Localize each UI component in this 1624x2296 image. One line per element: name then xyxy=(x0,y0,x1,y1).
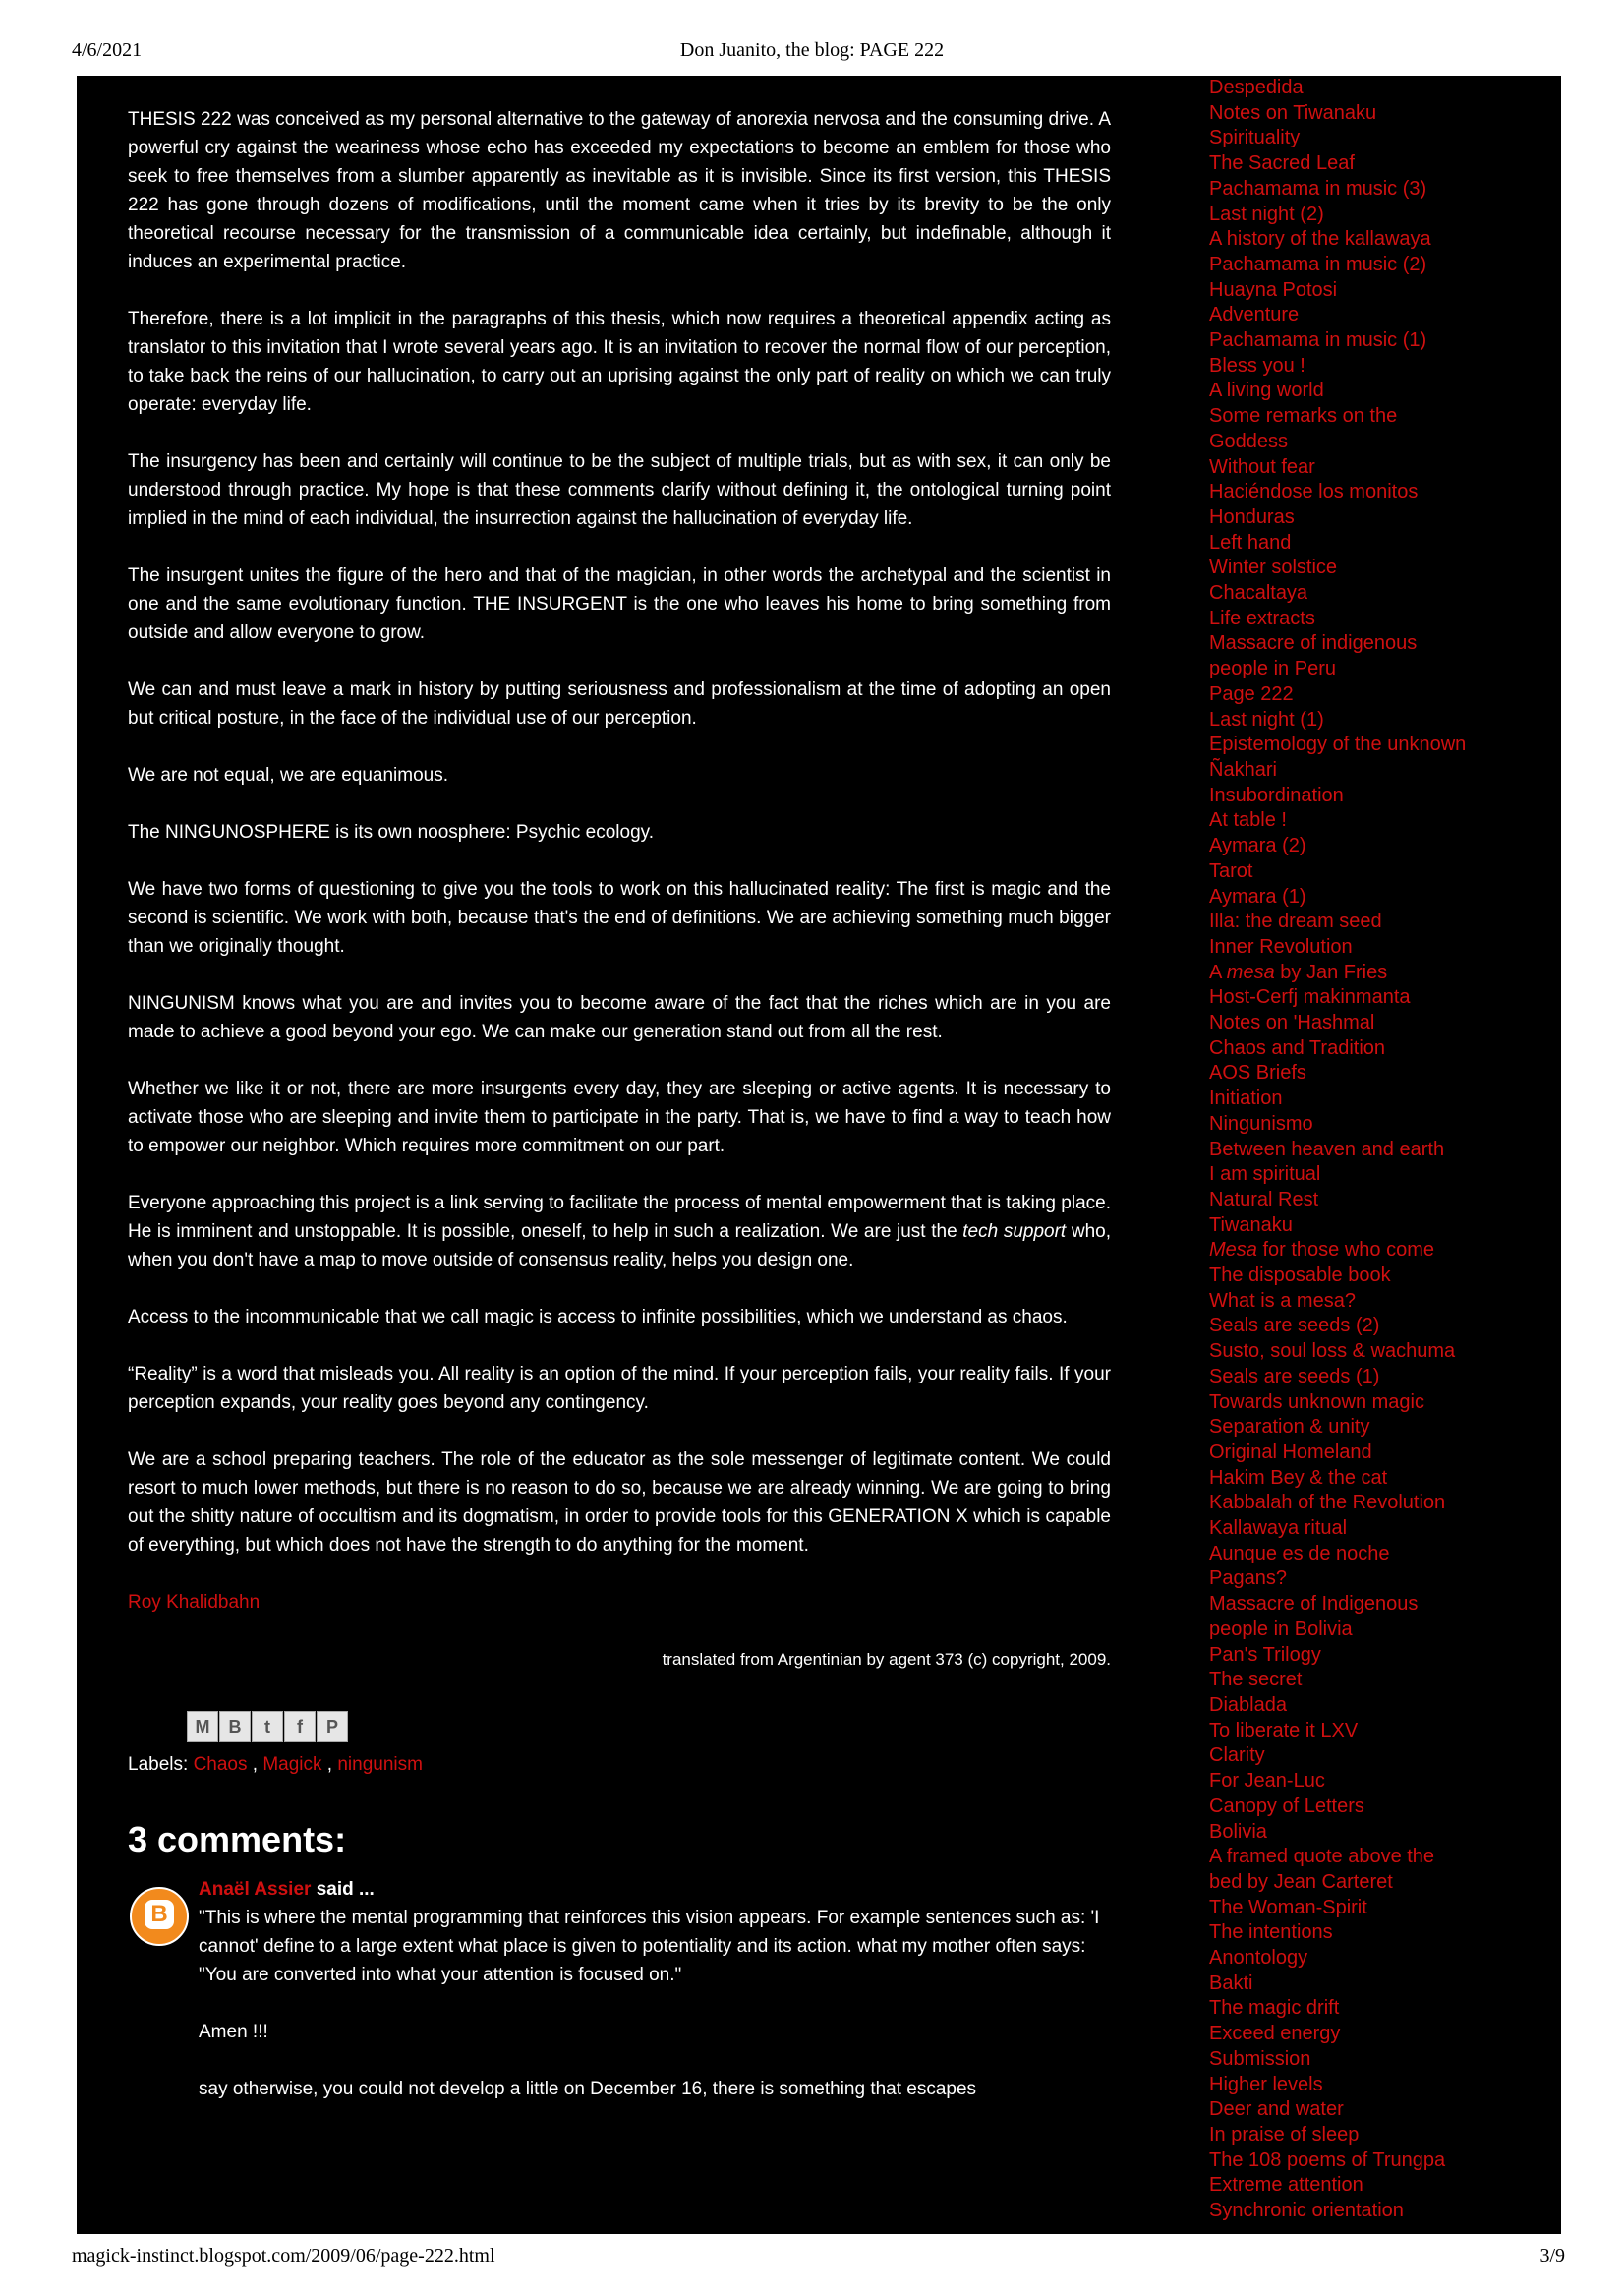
sidebar-link[interactable]: Left hand xyxy=(1209,531,1292,554)
sidebar-link[interactable]: Diablada xyxy=(1209,1694,1287,1716)
label-ningunism[interactable]: ningunism xyxy=(337,1754,423,1775)
email-icon[interactable]: M xyxy=(187,1711,218,1742)
sidebar-link[interactable]: Deer and water xyxy=(1209,2098,1344,2121)
sidebar-link[interactable]: Initiation xyxy=(1209,1088,1283,1110)
sidebar-link[interactable]: I am spiritual xyxy=(1209,1163,1321,1186)
sidebar-link[interactable]: AOS Briefs xyxy=(1209,1062,1306,1085)
sidebar-link[interactable]: Separation & unity xyxy=(1209,1416,1370,1439)
post-paragraphs-2 xyxy=(128,1303,1111,1560)
twitter-icon[interactable]: t xyxy=(252,1711,283,1742)
pinterest-icon[interactable]: P xyxy=(317,1711,348,1742)
sidebar-link[interactable]: Seals are seeds (1) xyxy=(1209,1365,1380,1387)
label-magick[interactable]: Magick xyxy=(262,1754,322,1775)
post-body xyxy=(128,105,1111,2132)
comment-author-link[interactable]: Anaël Assier xyxy=(199,1879,312,1900)
sidebar-link[interactable]: Goddess xyxy=(1209,430,1289,452)
post-paragraph: Everyone approaching this project is a link serving to facilitate the process of mental empowerment that is taking place. He is imminent and unstoppable. It is possible, oneself, to help in such a realization. We are just the tech support who, when you don't have a map to move outside of consensus reality, helps you design one. xyxy=(128,1193,1111,1270)
comments-title: 3 comments: xyxy=(128,1819,347,1859)
sidebar-link[interactable]: Haciéndose los monitos xyxy=(1209,481,1419,503)
sidebar-link[interactable]: Clarity xyxy=(1209,1744,1265,1767)
sidebar-link[interactable]: Notes on 'Hashmal xyxy=(1209,1012,1375,1034)
sidebar-link[interactable]: Despedida xyxy=(1209,77,1304,98)
sidebar-link[interactable]: For Jean-Luc xyxy=(1209,1770,1325,1793)
sidebar-link[interactable]: Submission xyxy=(1209,2047,1311,2070)
sidebar-link[interactable]: Natural Rest xyxy=(1209,1188,1319,1210)
comment-paragraph: "This is where the mental programming that reinforces this vision appears. For example sentences such as: 'I cannot' define to a large extent what place is given to potentiality and its action. what my mother often says: "You are converted into what your attention is focused on." xyxy=(199,1908,1100,1985)
sidebar-link[interactable]: At table ! xyxy=(1209,809,1287,832)
sidebar-link[interactable]: Epistemology of the unknown xyxy=(1209,734,1467,756)
sidebar-link[interactable]: Bakti xyxy=(1209,1972,1253,1994)
sidebar-link[interactable]: Exceed energy xyxy=(1209,2023,1341,2045)
sidebar-link[interactable]: Mesa for those who come xyxy=(1209,1239,1434,1262)
sidebar-link[interactable]: Higher levels xyxy=(1209,2073,1323,2095)
sidebar-link[interactable]: To liberate it LXV xyxy=(1209,1719,1359,1741)
sidebar-link[interactable]: Pachamama in music (1) xyxy=(1209,329,1427,352)
sidebar-link[interactable]: The magic drift xyxy=(1209,1997,1340,2020)
post-labels: Labels: Chaos , Magick , ningunism xyxy=(128,1754,423,1775)
sidebar-link[interactable]: Massacre of indigenous xyxy=(1209,632,1418,655)
post-paragraph: THESIS 222 was conceived as my personal alternative to the gateway of anorexia nervosa and the consuming drive. A powerful cry against the weariness whose echo has exceeded my expectations to become an emblem for those who seek to free themselves from a slumber apparently as inevitable as it is invisible. Since its first version, this THESIS 222 has gone through dozens of modifications, until the moment came when it tries by its brevity to be the only theoretical recourse necessary for the transmission of a communicable idea certainly, but indefinable, although it induces an experimental practice. xyxy=(128,109,1111,272)
sidebar-link[interactable]: Synchronic orientation xyxy=(1209,2200,1404,2222)
sidebar-link[interactable]: bed by Jean Carteret xyxy=(1209,1870,1393,1893)
sidebar-link[interactable]: Aunque es de noche xyxy=(1209,1542,1390,1564)
post-paragraph: Access to the incommunicable that we call magic is access to infinite possibilities, which we understand as chaos. xyxy=(128,1307,1068,1327)
sidebar-link[interactable]: In praise of sleep xyxy=(1209,2123,1360,2146)
sidebar-link[interactable]: Pagans? xyxy=(1209,1567,1287,1590)
sidebar-link[interactable]: Canopy of Letters xyxy=(1209,1795,1364,1817)
sidebar-link[interactable]: people in Bolivia xyxy=(1209,1618,1353,1640)
sidebar-link[interactable]: Host-Cerfj makinmanta xyxy=(1209,986,1411,1009)
sidebar-link[interactable]: Winter solstice xyxy=(1209,557,1338,579)
sidebar-link[interactable]: Some remarks on the xyxy=(1209,405,1398,428)
comment-paragraph: say otherwise, you could not develop a little on December 16, there is something that escapes xyxy=(199,2079,977,2099)
post-author-link[interactable]: Roy Khalidbahn xyxy=(128,1592,261,1613)
sidebar-link[interactable]: Chacaltaya xyxy=(1209,582,1308,605)
sidebar-link[interactable]: Ñakhari xyxy=(1209,758,1277,781)
sidebar-link[interactable]: Tarot xyxy=(1209,859,1253,882)
sidebar-link[interactable]: Original Homeland xyxy=(1209,1441,1372,1463)
post-paragraphs xyxy=(128,105,1111,1160)
post-paragraph: We can and must leave a mark in history by putting seriousness and professionalism at the time of adopting an open but critical posture, in the face of the individual use of our perception. xyxy=(128,679,1111,729)
sidebar-link[interactable]: Without fear xyxy=(1209,455,1315,478)
sidebar-link[interactable]: Spirituality xyxy=(1209,127,1301,149)
blogger-avatar-icon: B xyxy=(130,1887,189,1946)
sidebar-link[interactable]: Pachamama in music (3) xyxy=(1209,177,1427,200)
print-date: 4/6/2021 xyxy=(72,39,143,61)
post-paragraph: The NINGUNOSPHERE is its own noosphere: Psychic ecology. xyxy=(128,822,655,843)
comment-author: Anaël Assier said ... xyxy=(199,1879,375,1900)
sidebar-link[interactable]: Extreme attention xyxy=(1209,2174,1363,2197)
facebook-icon[interactable]: f xyxy=(284,1711,316,1742)
print-title: Don Juanito, the blog: PAGE 222 xyxy=(679,39,945,61)
sidebar-link[interactable]: Tiwanaku xyxy=(1209,1213,1293,1236)
print-footer xyxy=(0,2245,1624,2274)
print-header xyxy=(0,39,1624,69)
sidebar-link[interactable]: Notes on Tiwanaku xyxy=(1209,101,1377,124)
labels-title: Labels: xyxy=(128,1754,189,1775)
post-paragraph: We have two forms of questioning to give you the tools to work on this hallucinated reality: The first is magic and the second is scientific. We work with both, because that's the end of definitions. We are achieving something much bigger than we originally thought. xyxy=(128,879,1111,957)
sidebar-link[interactable]: The disposable book xyxy=(1209,1265,1391,1287)
sidebar-link[interactable]: Aymara (2) xyxy=(1209,835,1306,857)
sidebar-link[interactable]: Ningunismo xyxy=(1209,1112,1313,1135)
share-buttons xyxy=(187,1711,1111,1742)
post-paragraph: The insurgent unites the figure of the hero and that of the magician, in other words the archetypal and the scientist in one and the same evolutionary function. THE INSURGENT is the one who leaves his home to bring something from outside and allow everyone to grow. xyxy=(128,565,1111,643)
sidebar-link[interactable]: people in Peru xyxy=(1209,658,1336,680)
sidebar-link[interactable]: The 108 poems of Trungpa xyxy=(1209,2149,1446,2171)
comment-body xyxy=(199,1904,1111,2103)
post-paragraph: The insurgency has been and certainly will continue to be the subject of multiple trials, but as with sex, it can only be understood through practice. My hope is that these comments clarify without defining it, the ontological turning point implied in the mind of each individual, the insurrection against the hallucination of everyday life. xyxy=(128,451,1111,529)
comment xyxy=(128,1875,1111,2103)
sidebar-link[interactable]: Page 222 xyxy=(1209,682,1294,705)
sidebar-link[interactable]: A mesa by Jan Fries xyxy=(1209,961,1388,983)
sidebar-link[interactable]: Chaos and Tradition xyxy=(1209,1036,1386,1059)
sidebar-link[interactable]: Last night (1) xyxy=(1209,708,1324,731)
sidebar-link[interactable]: What is a mesa? xyxy=(1209,1289,1356,1312)
sidebar-link[interactable]: Life extracts xyxy=(1209,607,1315,629)
sidebar-link[interactable]: Massacre of Indigenous xyxy=(1209,1593,1419,1616)
sidebar-link[interactable]: Between heaven and earth xyxy=(1209,1138,1445,1160)
sidebar-link[interactable]: Susto, soul loss & wachuma xyxy=(1209,1340,1456,1363)
sidebar-link[interactable]: Hakim Bey & the cat xyxy=(1209,1466,1388,1489)
post-paragraph: We are a school preparing teachers. The role of the educator as the sole messenger of legitimate content. We could resort to much lower methods, but there is no reason to do so, because we are already winning. We are going to bring out the shitty nature of occultism and its dogmatism, in order to provide tools for this GENERATION X which is capable of everything, but which does not have the strength to do anything for the moment. xyxy=(128,1449,1111,1556)
sidebar-link[interactable]: Bless you ! xyxy=(1209,354,1305,377)
sidebar-link[interactable]: Illa: the dream seed xyxy=(1209,911,1382,933)
blog-page xyxy=(77,76,1561,2234)
sidebar-link[interactable]: A history of the kallawaya xyxy=(1209,228,1431,251)
archive-sidebar xyxy=(1209,76,1534,2224)
post-paragraph: NINGUNISM knows what you are and invites you to become aware of the fact that the riches which are in you are made to achieve a good beyond your ego. We can make our generation stand out from all the rest. xyxy=(128,993,1111,1042)
sidebar-link[interactable]: The Sacred Leaf xyxy=(1209,152,1355,175)
sidebar-link[interactable]: Insubordination xyxy=(1209,784,1344,806)
sidebar-link[interactable]: The Woman-Spirit xyxy=(1209,1896,1367,1918)
post-paragraph: Whether we like it or not, there are more insurgents every day, they are sleeping or active agents. It is necessary to activate those who are sleeping and invite them to participate in the party. That is, we have to find a way to teach how to empower our neighbor. Which requires more commitment on our part. xyxy=(128,1079,1111,1156)
sidebar-link[interactable]: Pachamama in music (2) xyxy=(1209,253,1427,275)
sidebar-link[interactable]: The secret xyxy=(1209,1669,1303,1691)
print-url: magick-instinct.blogspot.com/2009/06/page-222.html xyxy=(72,2245,495,2267)
print-page-number: 3/9 xyxy=(1539,2245,1565,2267)
sidebar-link[interactable]: Kabbalah of the Revolution xyxy=(1209,1492,1446,1514)
post-paragraph: We are not equal, we are equanimous. xyxy=(128,765,449,786)
sidebar-link[interactable]: Adventure xyxy=(1209,304,1300,326)
sidebar-link[interactable]: Inner Revolution xyxy=(1209,935,1353,958)
sidebar-link[interactable]: Aymara (1) xyxy=(1209,885,1306,908)
sidebar-link[interactable]: Honduras xyxy=(1209,505,1295,528)
sidebar-link[interactable]: The intentions xyxy=(1209,1921,1333,1944)
sidebar-link[interactable]: Bolivia xyxy=(1209,1820,1267,1843)
sidebar-link[interactable]: A framed quote above the xyxy=(1209,1846,1435,1868)
sidebar-link[interactable]: Kallawaya ritual xyxy=(1209,1517,1348,1540)
sidebar-link[interactable]: Towards unknown magic xyxy=(1209,1390,1424,1413)
sidebar-link[interactable]: Last night (2) xyxy=(1209,203,1324,225)
blog-icon[interactable]: B xyxy=(219,1711,251,1742)
post-paragraph: “Reality” is a word that misleads you. All reality is an option of the mind. If your perception fails, your reality fails. If your perception expands, your reality goes beyond any contingency. xyxy=(128,1364,1111,1413)
sidebar-link[interactable]: Huayna Potosi xyxy=(1209,278,1338,301)
sidebar-link[interactable]: Seals are seeds (2) xyxy=(1209,1315,1380,1337)
sidebar-link[interactable]: Pan's Trilogy xyxy=(1209,1643,1321,1666)
label-chaos[interactable]: Chaos xyxy=(193,1754,248,1775)
translation-note: translated from Argentinian by agent 373 (c) copyright, 2009. xyxy=(662,1650,1111,1669)
sidebar-link[interactable]: A living world xyxy=(1209,380,1324,402)
sidebar-link[interactable]: Anontology xyxy=(1209,1947,1308,1970)
post-paragraph: Therefore, there is a lot implicit in the paragraphs of this thesis, which now requires a theoretical appendix acting as translator to this invitation that I wrote several years ago. It is an invitation to recover the normal flow of our perception, to take back the reins of our hallucination, to carry out an uprising against the only part of reality on which we can truly operate: everyday life. xyxy=(128,309,1111,415)
comment-paragraph: Amen !!! xyxy=(199,2022,268,2042)
